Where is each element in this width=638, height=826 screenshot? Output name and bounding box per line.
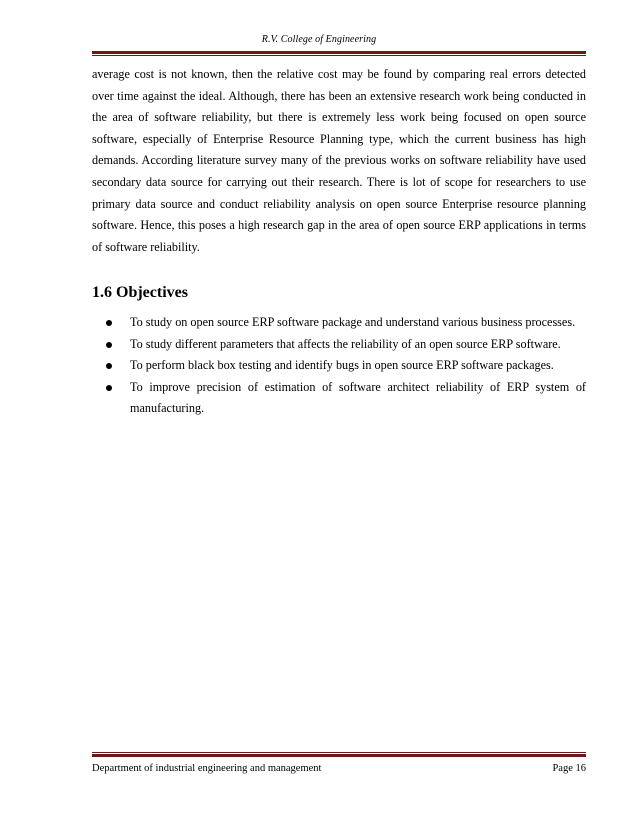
list-item-text: To perform black box testing and identify bugs in open source ERP software packages. [130, 358, 554, 373]
bullet-icon [106, 342, 112, 348]
body-paragraph: average cost is not known, then the relative cost may be found by comparing real errors detected over time against the ideal. Although, there has been an extensive research work being conducted in the area of software reliability, but there is extremely less work being focused on open source software, especially of Enterprise Resource Planning type, which the current business has high demands. According literature survey many of the previous works on software reliability have used secondary data source for carrying out their research. There is lot of scope for researchers to use primary data source and conduct reliability analysis on open source Enterprise resource planning software. Hence, this poses a high research gap in the area of open source ERP applications in terms of software reliability. [92, 67, 586, 254]
header-rule-thick [92, 51, 586, 54]
list-item [92, 355, 586, 377]
section-heading: 1.6 Objectives [92, 284, 188, 301]
bullet-icon [106, 385, 112, 391]
header-rule-thin [92, 55, 586, 56]
list-item [92, 377, 586, 420]
page-header: R.V. College of Engineering [261, 34, 377, 45]
bullet-icon [106, 363, 112, 369]
list-item-text: To study on open source ERP software package and understand various business processes. [130, 315, 576, 329]
list-item-text: To improve precision of estimation of software architect reliability of ERP system of manufacturing. [130, 379, 586, 416]
list-item-text: To study different parameters that affects the reliability of an open source ERP software. [130, 336, 561, 351]
footer-rule-thick [92, 754, 586, 757]
bullet-icon [106, 320, 112, 326]
list-item [92, 312, 586, 334]
list-item [92, 334, 586, 356]
footer-rule-thin [92, 752, 586, 753]
page-number: Page 16 [552, 763, 586, 774]
footer-department: Department of industrial engineering and management [92, 763, 322, 774]
objectives-list [92, 312, 586, 420]
